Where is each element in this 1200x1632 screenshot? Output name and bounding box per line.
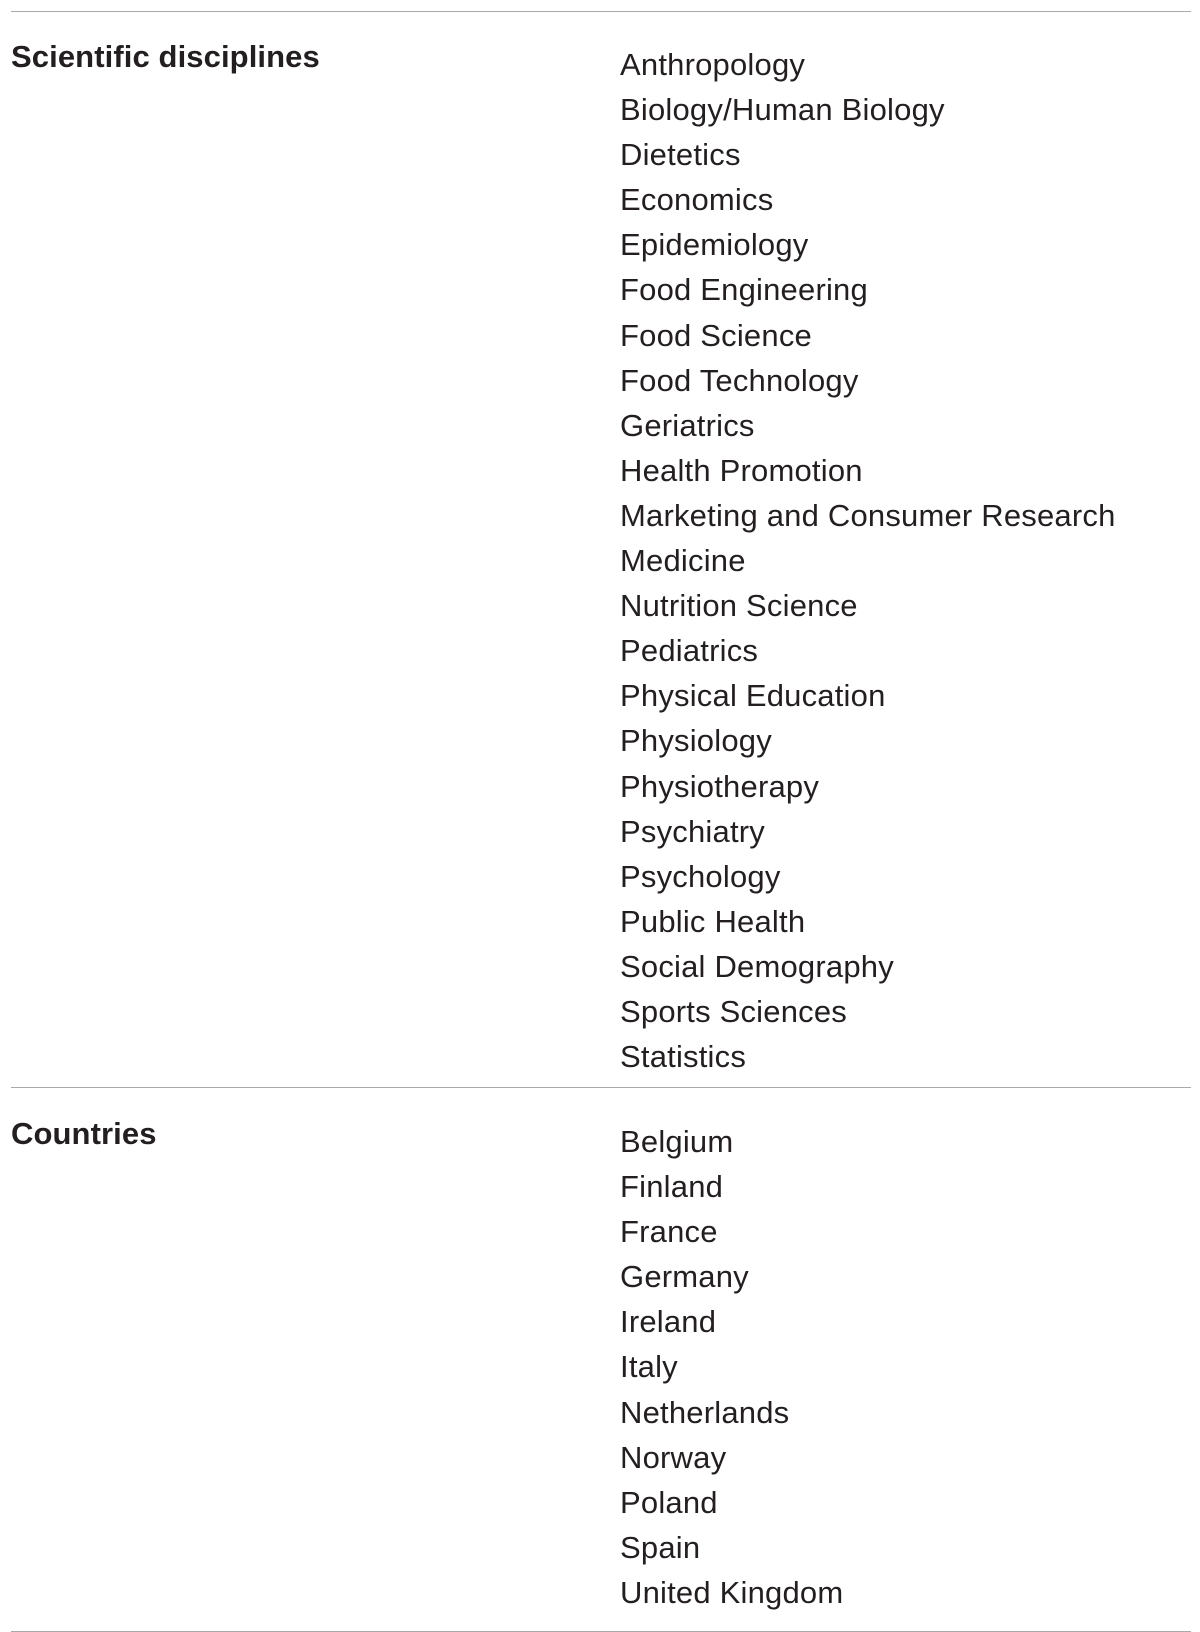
list-item: Food Engineering <box>620 272 868 308</box>
list-item: Physiotherapy <box>620 768 820 804</box>
list-item: Medicine <box>620 543 746 579</box>
list-item: Geriatrics <box>620 407 755 443</box>
list-item: United Kingdom <box>620 1574 844 1610</box>
list-item: Health Promotion <box>620 452 863 488</box>
list-item: Epidemiology <box>620 227 809 263</box>
list-item: Netherlands <box>620 1394 790 1430</box>
list-item: Anthropology <box>620 47 806 82</box>
list-item: Pediatrics <box>620 633 759 669</box>
list-item: Spain <box>620 1529 701 1565</box>
list-item: Finland <box>620 1169 724 1205</box>
list-item: Biology/Human Biology <box>620 92 945 128</box>
list-item: Psychiatry <box>620 813 765 849</box>
section-countries <box>11 1088 1191 1631</box>
list-item: Italy <box>620 1349 678 1385</box>
list-item: Belgium <box>620 1124 734 1159</box>
list-item: Public Health <box>620 903 806 939</box>
list-item: Social Demography <box>620 948 894 984</box>
list-item: Ireland <box>620 1304 717 1340</box>
list-item: Economics <box>620 182 774 218</box>
list-item: France <box>620 1214 718 1250</box>
list-item: Sports Sciences <box>620 993 847 1029</box>
list-item: Norway <box>620 1439 727 1475</box>
list-item: Food Science <box>620 317 812 353</box>
section-items-list <box>620 42 1180 1079</box>
list-item: Poland <box>620 1484 718 1520</box>
list-item: Germany <box>620 1259 749 1295</box>
section-label: Countries <box>11 1116 157 1151</box>
list-item: Psychology <box>620 858 781 894</box>
list-item: Nutrition Science <box>620 588 858 624</box>
list-item: Marketing and Consumer Research <box>620 497 1116 533</box>
list-item: Food Technology <box>620 362 859 398</box>
list-item: Physiology <box>620 723 772 759</box>
section-label: Scientific disciplines <box>11 39 320 74</box>
list-item: Physical Education <box>620 678 886 714</box>
list-item: Dietetics <box>620 137 741 173</box>
section-scientific-disciplines <box>11 12 1191 1087</box>
list-item: Statistics <box>620 1039 747 1075</box>
section-items-list <box>620 1119 1180 1615</box>
data-table <box>11 11 1191 1632</box>
